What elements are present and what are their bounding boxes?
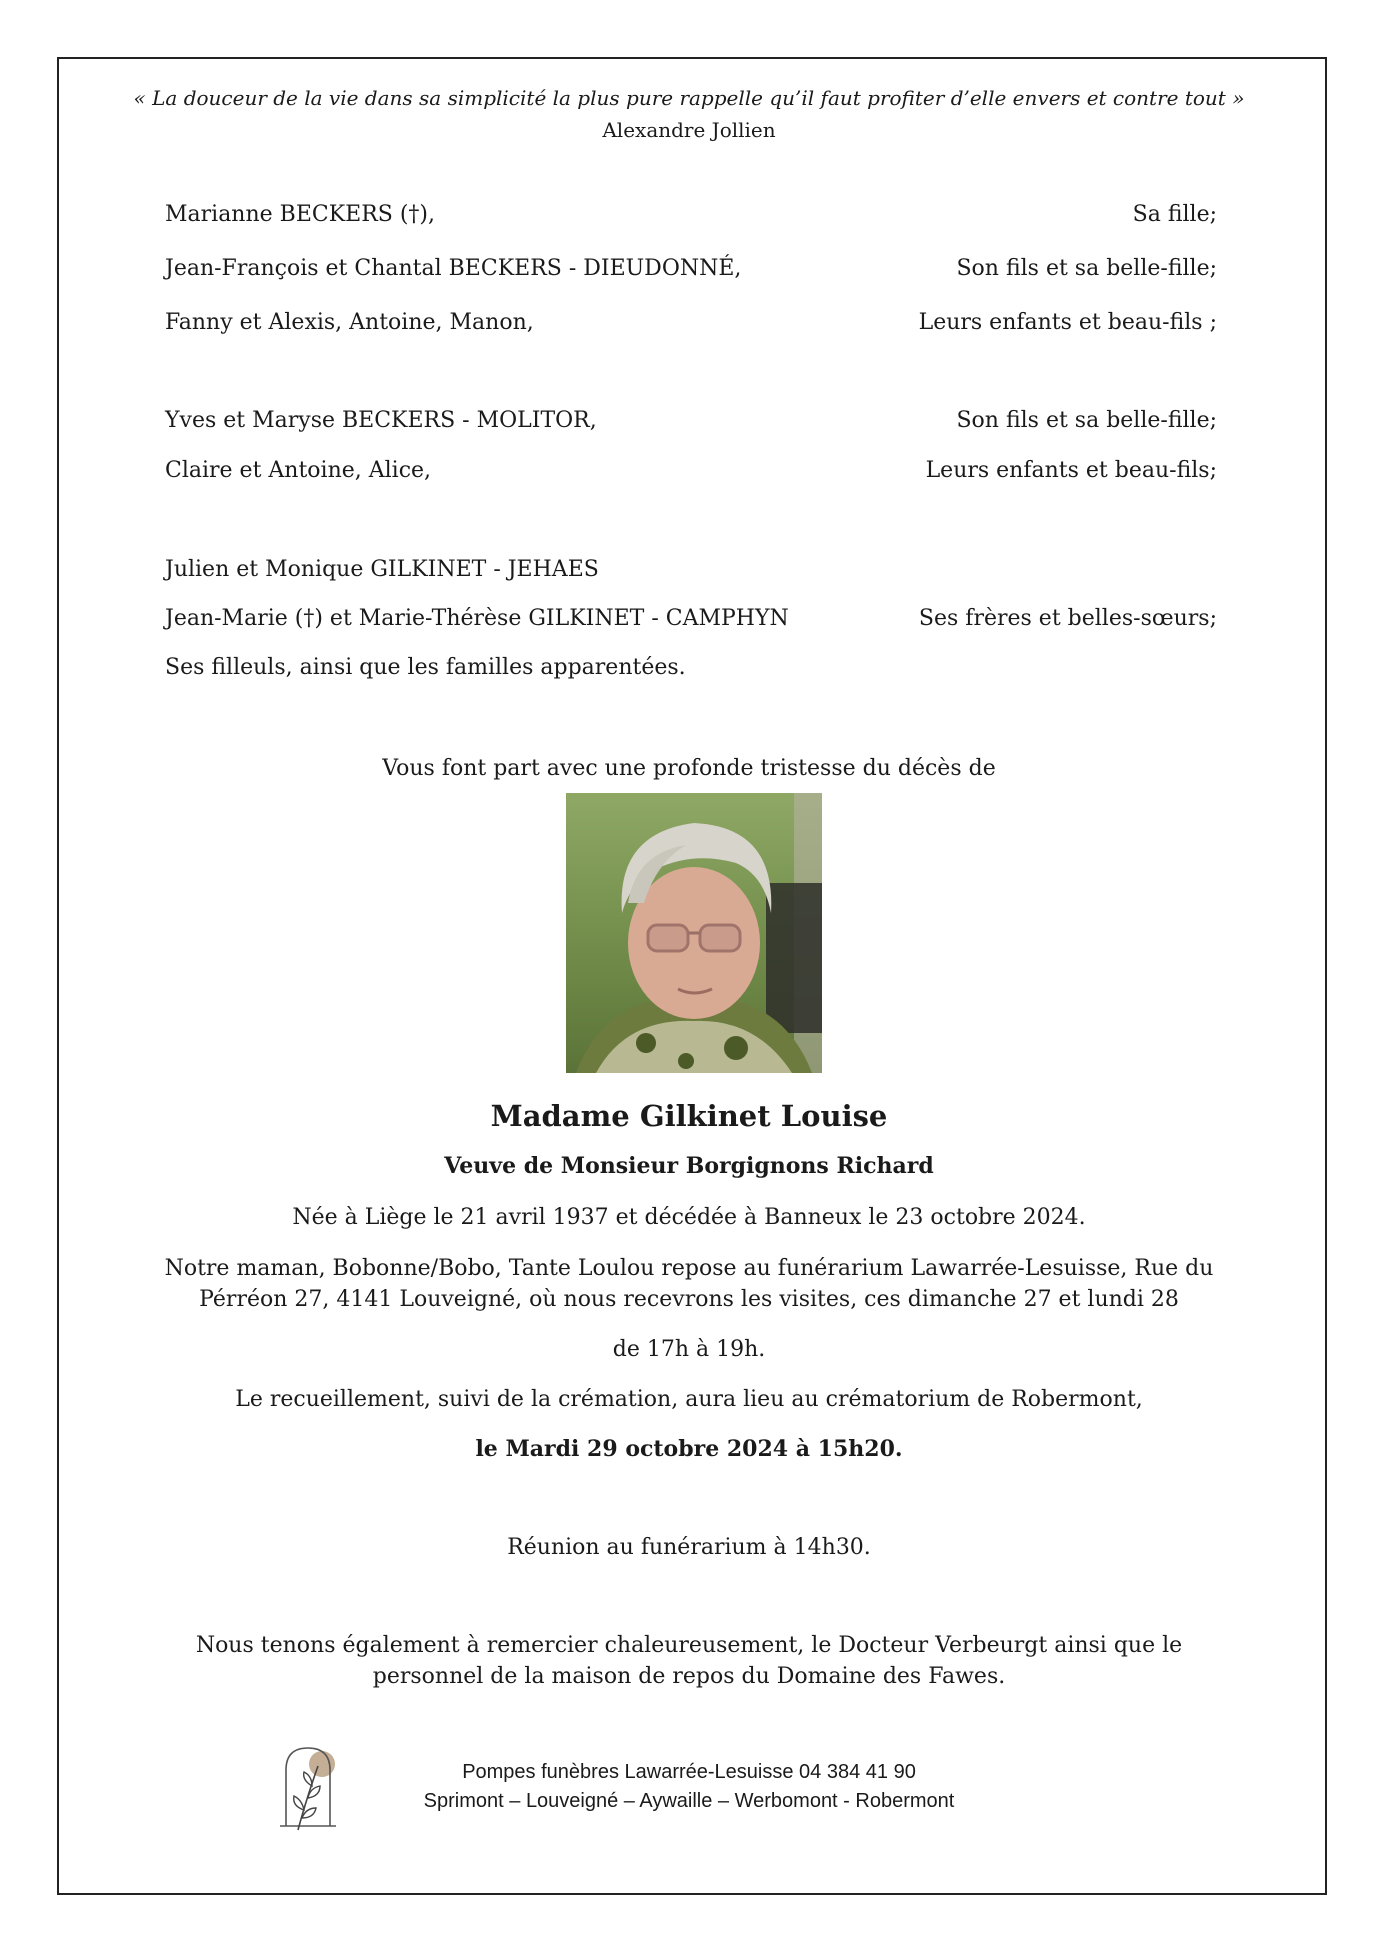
family-relation: Ses frères et belles-sœurs;	[918, 606, 1217, 631]
family-member: Fanny et Alexis, Antoine, Manon,	[165, 310, 534, 335]
family-row	[165, 308, 1217, 338]
family-member: Marianne BECKERS (†),	[165, 202, 436, 227]
family-member: Ses filleuls, ainsi que les familles apparentées.	[165, 655, 686, 680]
family-relation: Sa fille;	[1132, 202, 1217, 227]
family-row	[165, 653, 1217, 683]
family-member: Yves et Maryse BECKERS - MOLITOR,	[165, 408, 597, 433]
visit-text-line: Pérréon 27, 4141 Louveigné, où nous recevrons les visites, ces dimanche 27 et lundi 28	[199, 1287, 1179, 1312]
epigraph-quote: « La douceur de la vie dans sa simplicité la plus pure rappelle qu’il faut profiter d’elle envers et contre tout »	[133, 86, 1245, 110]
family-row	[165, 555, 1217, 585]
birth-death-dates: Née à Liège le 21 avril 1937 et décédée à Banneux le 23 octobre 2024.	[292, 1205, 1086, 1230]
portrait-photo	[566, 793, 822, 1073]
funeral-home-name: Pompes funèbres Lawarrée-Lesuisse 04 384 41 90	[462, 1761, 916, 1783]
thanks-text-line: Nous tenons également à remercier chaleureusement, le Docteur Verbeurgt ainsi que le	[195, 1633, 1183, 1658]
family-relation: Son fils et sa belle-fille;	[956, 408, 1217, 433]
epigraph-author: Alexandre Jollien	[602, 118, 776, 142]
family-relation: Leurs enfants et beau-fils ;	[918, 310, 1217, 335]
ceremony-text: Le recueillement, suivi de la crémation, aura lieu au crématorium de Robermont,	[235, 1387, 1143, 1412]
family-row	[165, 254, 1217, 284]
family-relation: Son fils et sa belle-fille;	[956, 256, 1217, 281]
family-member: Jean-François et Chantal BECKERS - DIEUDONNÉ,	[165, 256, 742, 281]
ceremony-date: le Mardi 29 octobre 2024 à 15h20.	[475, 1436, 903, 1462]
family-row	[165, 406, 1217, 436]
funeral-home-locations: Sprimont – Louveigné – Aywaille – Werbomont - Robermont	[423, 1790, 955, 1812]
visit-text-line: Notre maman, Bobonne/Bobo, Tante Loulou repose au funérarium Lawarrée-Lesuisse, Rue du	[164, 1256, 1214, 1281]
deceased-name: Madame Gilkinet Louise	[490, 1099, 888, 1133]
portrait-illustration	[566, 793, 822, 1073]
thanks-text-line: personnel de la maison de repos du Domaine des Fawes.	[372, 1664, 1006, 1689]
meeting-text: Réunion au funérarium à 14h30.	[507, 1535, 871, 1560]
family-row	[165, 456, 1217, 486]
family-member: Julien et Monique GILKINET - JEHAES	[165, 557, 599, 582]
visit-hours: de 17h à 19h.	[612, 1337, 766, 1362]
family-member: Jean-Marie (†) et Marie-Thérèse GILKINET - CAMPHYN	[165, 606, 789, 631]
family-row	[165, 604, 1217, 634]
family-relation: Leurs enfants et beau-fils;	[925, 458, 1217, 483]
widow-of: Veuve de Monsieur Borgignons Richard	[444, 1153, 934, 1179]
family-row	[165, 200, 1217, 230]
announcement-text: Vous font part avec une profonde tristesse du décès de	[382, 756, 996, 781]
family-member: Claire et Antoine, Alice,	[165, 458, 432, 483]
